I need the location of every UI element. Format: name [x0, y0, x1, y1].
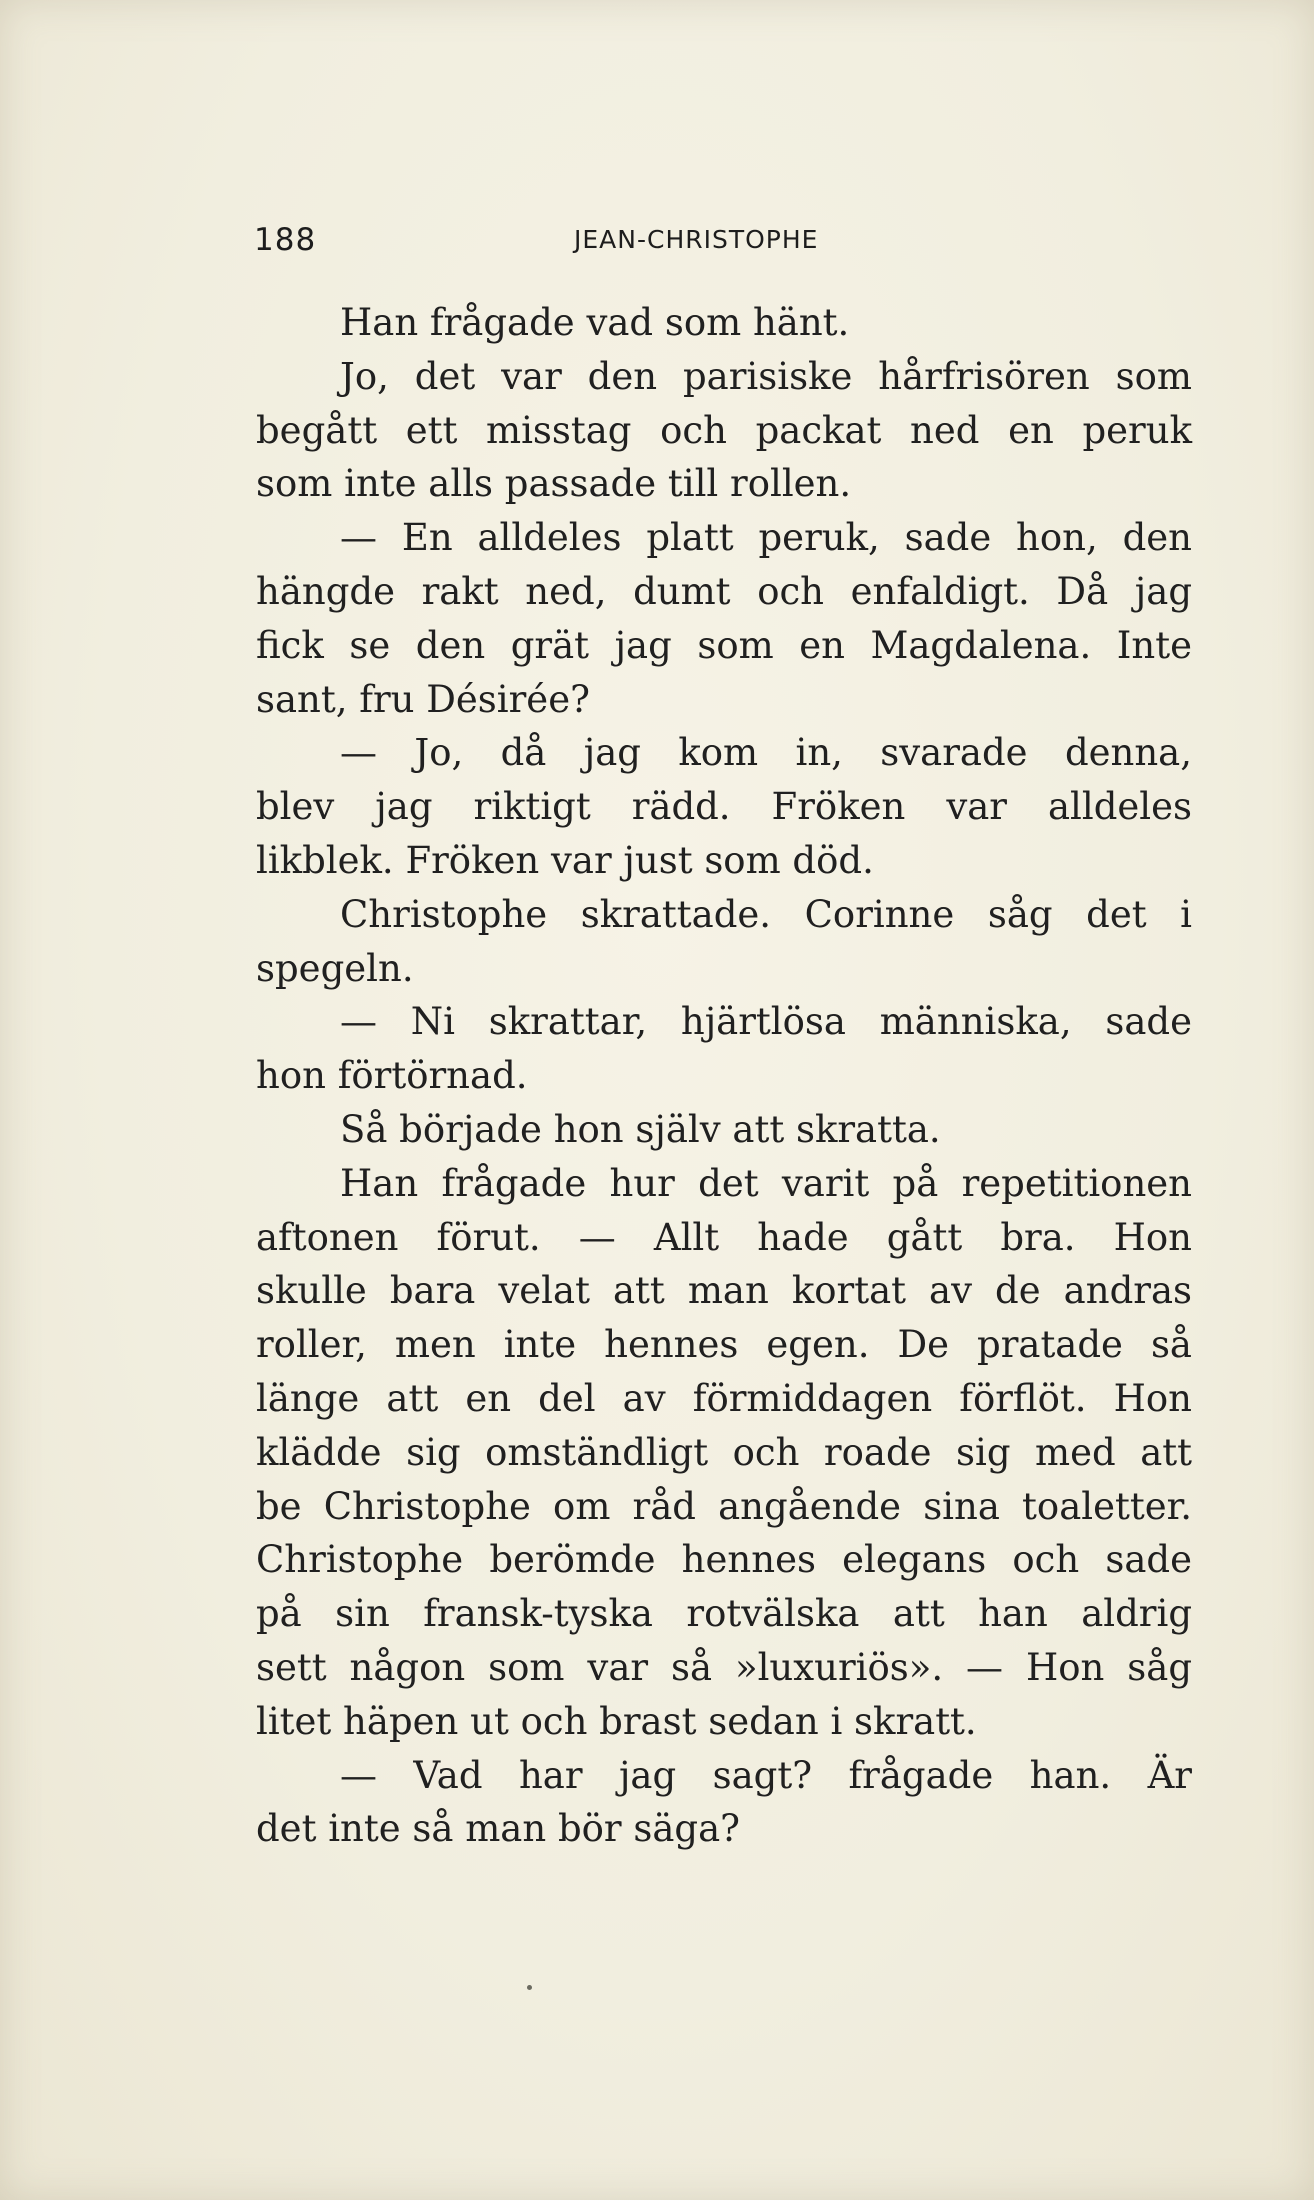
- text-line: blev jag riktigt rädd. Fröken var alldeles: [256, 785, 1192, 829]
- text-line: Han frågade vad som hänt.: [340, 301, 850, 344]
- page-number: 188: [254, 222, 317, 258]
- text-line: sett någon som var så »luxuriös». — Hon såg: [256, 1645, 1192, 1689]
- text-line: spegeln.: [256, 946, 414, 990]
- body-text: [256, 296, 1192, 1856]
- text-line: sant, fru Désirée?: [256, 677, 590, 721]
- text-line: Så började hon själv att skratta.: [340, 1107, 941, 1151]
- text-line: hängde rakt ned, dumt och enfaldigt. Då jag: [256, 569, 1192, 613]
- text-line: fick se den grät jag som en Magdalena. Inte: [256, 623, 1192, 667]
- text-line: — Ni skrattar, hjärtlösa människa, sade: [340, 1000, 1192, 1044]
- text-line: klädde sig omständligt och roade sig med att: [256, 1430, 1192, 1474]
- text-line: be Christophe om råd angående sina toaletter.: [256, 1484, 1192, 1528]
- paper-speck: [527, 1985, 532, 1990]
- text-line: — Vad har jag sagt? frågade han. Är: [340, 1753, 1192, 1797]
- text-line: likblek. Fröken var just som död.: [256, 838, 874, 882]
- text-line: — En alldeles platt peruk, sade hon, den: [340, 516, 1192, 560]
- text-line: på sin fransk-tyska rotvälska att han aldrig: [256, 1592, 1192, 1636]
- text-line: länge att en del av förmiddagen förflöt. Hon: [256, 1376, 1192, 1420]
- text-line: Christophe skrattade. Corinne såg det i: [340, 892, 1192, 936]
- running-head: [254, 222, 1194, 262]
- running-title: JEAN-CHRISTOPHE: [574, 225, 819, 254]
- text-line: begått ett misstag och packat ned en peruk: [256, 408, 1192, 452]
- text-line: — Jo, då jag kom in, svarade denna,: [340, 731, 1192, 775]
- text-line: Jo, det var den parisiske hårfrisören som: [340, 354, 1192, 398]
- text-line: litet häpen ut och brast sedan i skratt.: [256, 1699, 977, 1743]
- text-line: som inte alls passade till rollen.: [256, 462, 852, 506]
- text-line: Han frågade hur det varit på repetitionen: [340, 1161, 1192, 1205]
- text-line: det inte så man bör säga?: [256, 1807, 740, 1851]
- text-line: skulle bara velat att man kortat av de andras: [256, 1269, 1192, 1313]
- text-line: aftonen förut. — Allt hade gått bra. Hon: [256, 1215, 1192, 1259]
- text-line: roller, men inte hennes egen. De pratade så: [256, 1323, 1192, 1367]
- text-line: Christophe berömde hennes elegans och sade: [256, 1538, 1192, 1582]
- text-line: hon förtörnad.: [256, 1054, 528, 1098]
